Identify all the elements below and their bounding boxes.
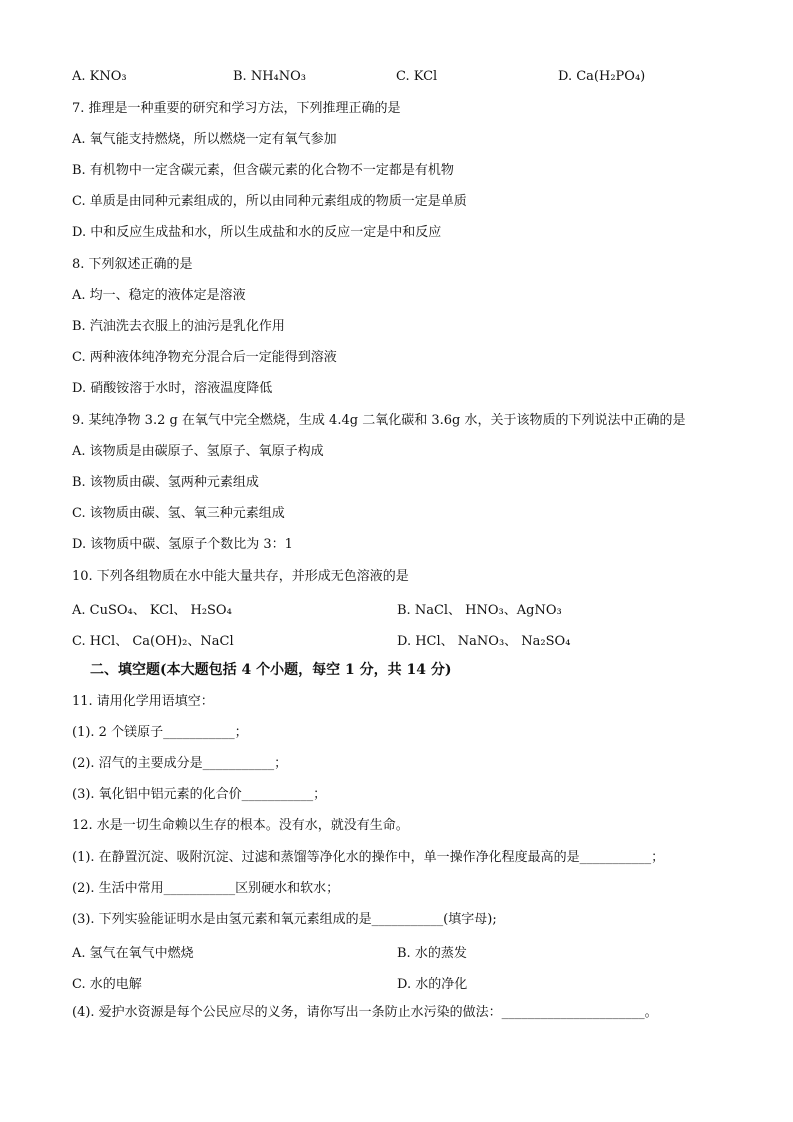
q9-option-b: B. 该物质由碳、氢两种元素组成 <box>72 475 259 490</box>
q12-stem: 12. 水是一切生命赖以生存的根本。没有水，就没有生命。 <box>72 818 409 833</box>
q10-stem: 10. 下列各组物质在水中能大量共存，并形成无色溶液的是 <box>72 569 409 584</box>
q11-part-1: (1). 2 个镁原子___________； <box>72 725 248 740</box>
q6-option-d: D. Ca(H₂PO₄) <box>558 69 646 84</box>
q8-option-c: C. 两种液体纯净物充分混合后一定能得到溶液 <box>72 350 337 365</box>
q7-option-b: B. 有机物中一定含碳元素，但含碳元素的化合物不一定都是有机物 <box>72 163 454 178</box>
q11-stem: 11. 请用化学用语填空： <box>72 694 214 709</box>
q7-option-a: A. 氧气能支持燃烧，所以燃烧一定有氧气参加 <box>72 132 337 147</box>
q12-part-4: (4). 爱护水资源是每个公民应尽的义务，请你写出一条防止水污染的做法：______________________。 <box>72 1005 658 1020</box>
q11-part-3: (3). 氧化铝中铝元素的化合价___________； <box>72 787 327 802</box>
q9-option-c: C. 该物质由碳、氢、氧三种元素组成 <box>72 506 285 521</box>
q7-stem: 7. 推理是一种重要的研究和学习方法，下列推理正确的是 <box>72 101 401 116</box>
q9-option-d: D. 该物质中碳、氢原子个数比为 3：1 <box>72 537 293 552</box>
q12-option-d: D. 水的净化 <box>397 977 468 992</box>
q6-option-b: B. NH₄NO₃ <box>233 69 306 84</box>
section-heading: 二、填空题(本大题包括 4 个小题，每空 1 分，共 14 分) <box>90 662 452 678</box>
q8-option-a: A. 均一、稳定的液体定是溶液 <box>72 288 246 303</box>
q10-option-a: A. CuSO₄、 KCl、 H₂SO₄ <box>72 603 232 618</box>
q7-option-d: D. 中和反应生成盐和水，所以生成盐和水的反应一定是中和反应 <box>72 225 442 240</box>
q11-part-2: (2). 沼气的主要成分是___________； <box>72 756 288 771</box>
q8-option-b: B. 汽油洗去衣服上的油污是乳化作用 <box>72 319 285 334</box>
q10-option-d: D. HCl、 NaNO₃、 Na₂SO₄ <box>397 634 571 649</box>
q8-stem: 8. 下列叙述正确的是 <box>72 257 193 272</box>
q10-option-b: B. NaCl、 HNO₃、AgNO₃ <box>397 603 562 618</box>
q10-option-c: C. HCl、 Ca(OH)₂、NaCl <box>72 634 234 649</box>
q12-part-1: (1). 在静置沉淀、吸附沉淀、过滤和蒸馏等净化水的操作中，单一操作净化程度最高的是___________； <box>72 850 665 865</box>
q12-option-b: B. 水的蒸发 <box>397 946 467 961</box>
q12-part-3: (3). 下列实验能证明水是由氢元素和氧元素组成的是___________(填字母); <box>72 912 497 927</box>
q9-option-a: A. 该物质是由碳原子、氢原子、氧原子构成 <box>72 444 324 459</box>
q12-option-c: C. 水的电解 <box>72 977 142 992</box>
q12-part-2: (2). 生活中常用___________区别硬水和软水； <box>72 881 340 896</box>
q6-option-c: C. KCl <box>396 69 438 84</box>
q6-option-a: A. KNO₃ <box>72 69 127 84</box>
q7-option-c: C. 单质是由同种元素组成的，所以由同种元素组成的物质一定是单质 <box>72 194 467 209</box>
q9-stem: 9. 某纯净物 3.2 g 在氧气中完全燃烧，生成 4.4g 二氧化碳和 3.6g 水，关于该物质的下列说法中正确的是 <box>72 413 686 428</box>
q8-option-d: D. 硝酸铵溶于水时，溶液温度降低 <box>72 381 273 396</box>
q12-option-a: A. 氢气在氧气中燃烧 <box>72 946 194 961</box>
